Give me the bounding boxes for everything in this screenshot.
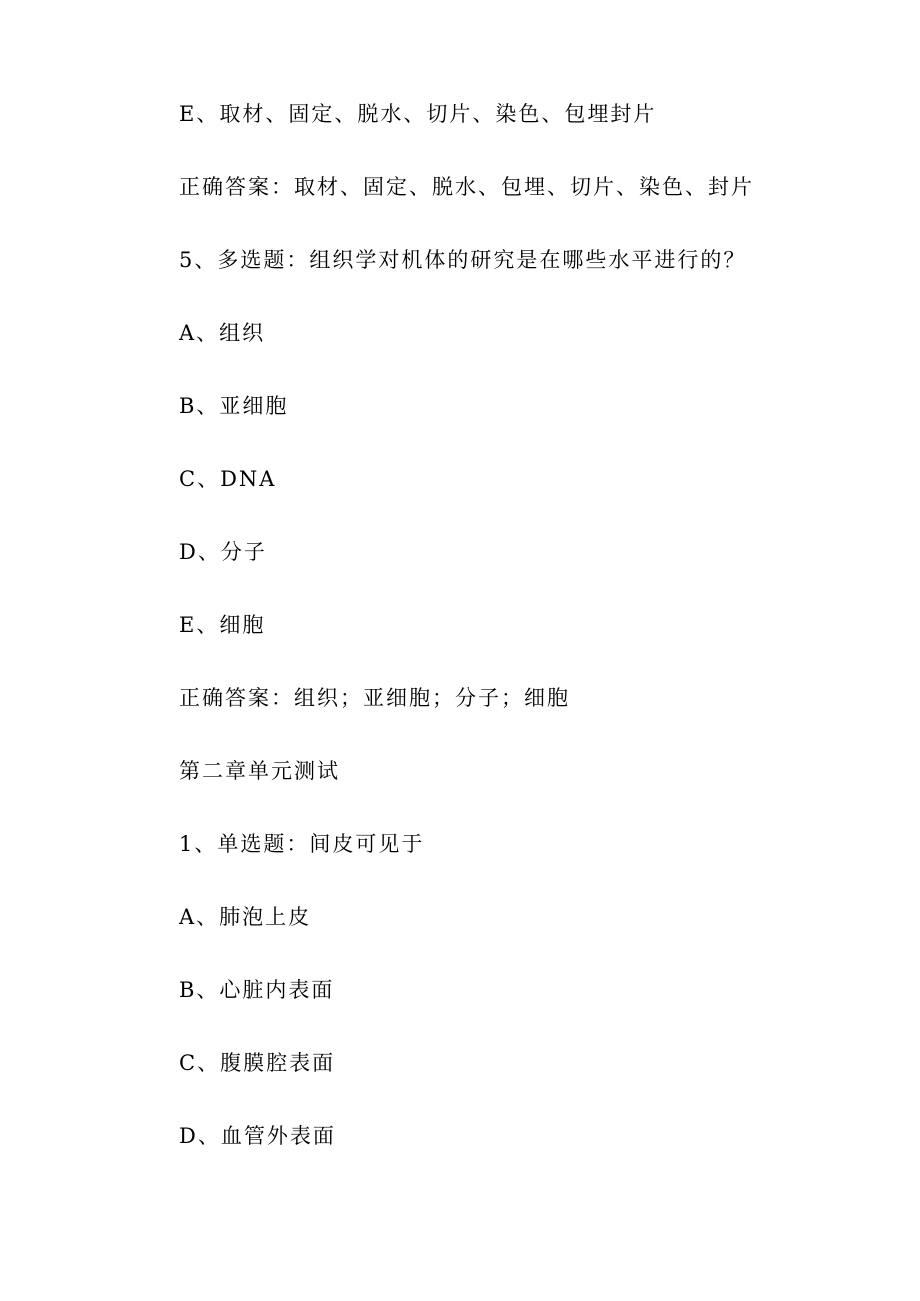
question-5-option-d: D、分子 — [179, 540, 267, 564]
option-e-previous-question: E、取材、固定、脱水、切片、染色、包埋封片 — [179, 102, 657, 126]
question-5-option-e: E、细胞 — [179, 613, 266, 637]
question-5: 5、多选题：组织学对机体的研究是在哪些水平进行的？ — [179, 248, 747, 272]
chapter-2-question-1-option-b: B、心脏内表面 — [179, 978, 335, 1002]
chapter-2-heading: 第二章单元测试 — [179, 759, 340, 783]
chapter-2-question-1: 1、单选题：间皮可见于 — [179, 832, 425, 856]
chapter-2-question-1-option-c: C、腹膜腔表面 — [179, 1051, 336, 1075]
chapter-2-question-1-option-a: A、肺泡上皮 — [179, 905, 312, 929]
question-5-answer: 正确答案：组织；亚细胞；分子；细胞 — [179, 686, 570, 710]
question-5-option-a: A、组织 — [179, 321, 266, 345]
question-5-option-c: C、DNA — [179, 467, 277, 491]
answer-previous-question: 正确答案：取材、固定、脱水、包埋、切片、染色、封片 — [179, 175, 754, 199]
chapter-2-question-1-option-d: D、血管外表面 — [179, 1124, 336, 1148]
question-5-option-b: B、亚细胞 — [179, 394, 289, 418]
